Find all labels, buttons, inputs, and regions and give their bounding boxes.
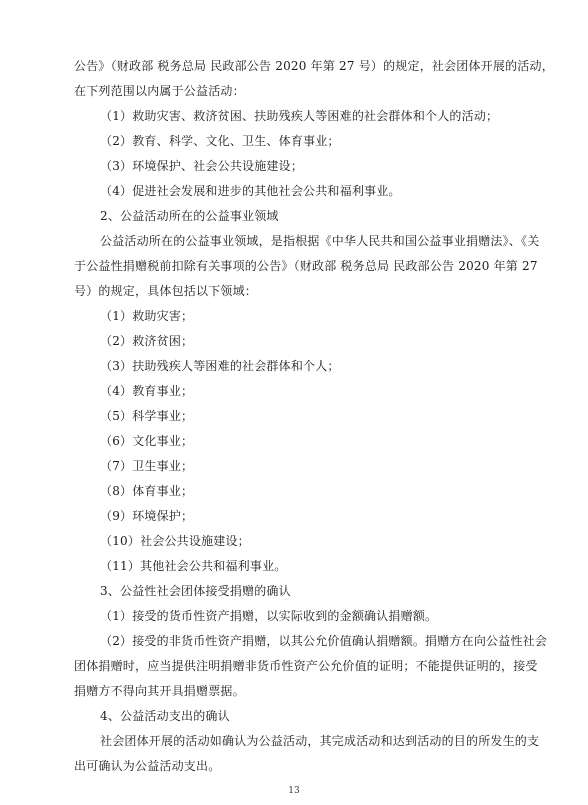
list-item: （11）其他社会公共和福利事业。 [100,559,287,573]
text-line: 团体捐赠时，应当提供注明捐赠非货币性资产公允价值的证明；不能提供证明的，接受 [74,659,538,673]
list-item: （2）救济贫困； [100,334,194,348]
list-item: （3）环境保护、社会公共设施建设； [100,159,304,173]
text-line: 出可确认为公益活动支出。 [74,759,221,773]
text-line: 公告》（财政部 税务总局 民政部公告 2020 年第 27 号）的规定，社会团体开展的活动， [74,59,554,73]
list-item: （6）文化事业； [100,434,194,448]
text-line: 公益活动所在的公益事业领域，是指根据《中华人民共和国公益事业捐赠法》、《关 [100,234,540,248]
list-item: （9）环境保护； [100,509,194,523]
list-item: （3）扶助残疾人等困难的社会群体和个人； [100,359,340,373]
page-number: 13 [288,786,300,796]
text-line: 捐赠方不得向其开具捐赠票据。 [74,684,245,698]
text-line: 号）的规定，具体包括以下领域： [74,284,258,298]
list-item: （1）救助灾害、救济贫困、扶助残疾人等困难的社会群体和个人的活动； [100,109,499,123]
text-line: 于公益性捐赠税前扣除有关事项的公告》（财政部 税务总局 民政部公告 2020 年第 27 [74,259,538,273]
list-item: （1）救助灾害； [100,309,194,323]
text-line: 在下列范围以内属于公益活动： [74,84,245,98]
text-line: 社会团体开展的活动如确认为公益活动，其完成活动和达到活动的目的所发生的支 [100,734,540,748]
list-item: （2）接受的非货币性资产捐赠，以其公允价值确认捐赠额。捐赠方在向公益性社会 [100,634,548,648]
section-heading: 3、公益性社会团体接受捐赠的确认 [100,584,291,598]
list-item: （1）接受的货币性资产捐赠，以实际收到的金额确认捐赠额。 [100,609,438,623]
section-heading: 2、公益活动所在的公益事业领域 [100,209,279,223]
list-item: （7）卫生事业； [100,459,194,473]
list-item: （10）社会公共设施建设； [100,534,250,548]
list-item: （2）教育、科学、文化、卫生、体育事业； [100,134,340,148]
list-item: （4）促进社会发展和进步的其他社会公共和福利事业。 [100,184,401,198]
list-item: （8）体育事业； [100,484,194,498]
list-item: （4）教育事业； [100,384,194,398]
list-item: （5）科学事业； [100,409,194,423]
section-heading: 4、公益活动支出的确认 [100,709,230,723]
